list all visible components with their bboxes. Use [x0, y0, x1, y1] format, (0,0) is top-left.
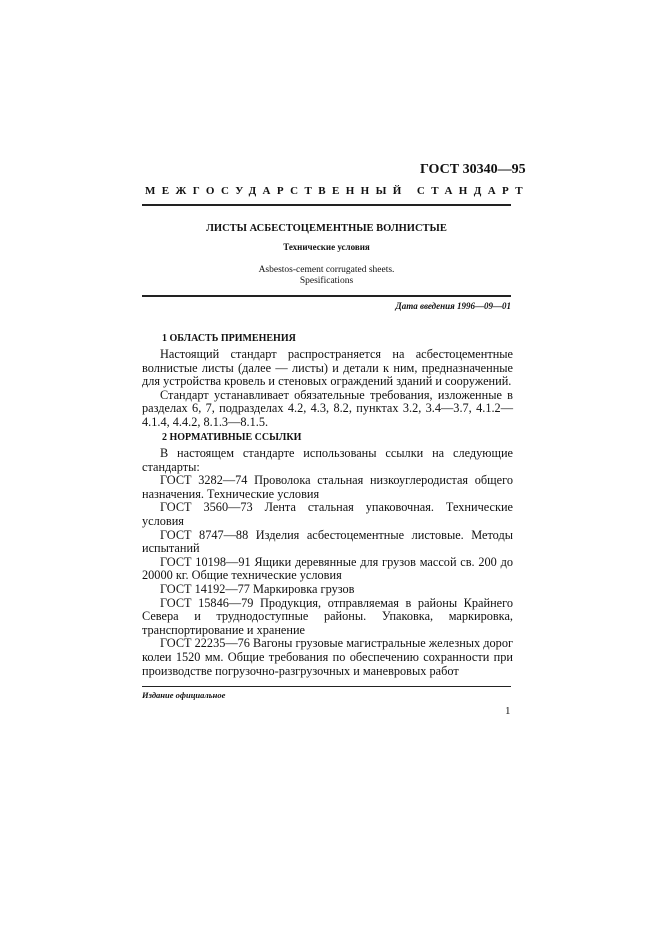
reference-item: ГОСТ 8747—88 Изделия асбестоцементные листовые. Методы испытаний [142, 527, 513, 556]
reference-item: ГОСТ 3282—74 Проволока стальная низкоуглеродистая общего назначения. Технические условия [142, 473, 513, 501]
standard-kind: МЕЖГОСУДАРСТВЕННЫЙ СТАНДАРТ [145, 185, 530, 197]
footer-rule [142, 686, 511, 687]
references-intro: В настоящем стандарте использованы ссылки на следующие стандарты: [142, 446, 513, 474]
english-title-line1: Asbestos-cement corrugated sheets. [258, 265, 395, 275]
reference-item: ГОСТ 22235—76 Вагоны грузовые магистральные железных дорог колеи 1520 мм. Общие требования по обеспечению сохранности при производстве погрузочно-разгрузочных и маневровых работ [142, 636, 514, 678]
page-number: 1 [505, 705, 511, 717]
edition-note: Издание официальное [142, 690, 226, 700]
document-subtitle: Технические условия [283, 242, 370, 252]
section1-paragraph: Настоящий стандарт распространяется на асбестоцементные волнистые листы (далее — листы) и детали к ним, предназначенные для устройства кровель и стеновых ограждений зданий и сооружений. [142, 347, 513, 389]
title-rule [142, 295, 511, 297]
reference-item: ГОСТ 14192—77 Маркировка грузов [160, 581, 355, 596]
document-number: ГОСТ 30340—95 [420, 162, 526, 177]
references-list [142, 447, 513, 678]
reference-item: ГОСТ 15846—79 Продукция, отправляемая в районы Крайнего Севера и труднодоступные районы. Упаковка, маркировка, транспортирование и хранение [142, 595, 513, 637]
document-title: ЛИСТЫ АСБЕСТОЦЕМЕНТНЫЕ ВОЛНИСТЫЕ [206, 223, 447, 234]
english-title [142, 265, 511, 287]
introduction-date: Дата введения 1996—09—01 [395, 301, 511, 311]
header-rule [142, 204, 511, 206]
section1-paragraph: Стандарт устанавливает обязательные требования, изложенные в разделах 6, 7, подразделах 4.2, 4.3, 8.2, пунктах 3.2, 3.4—3.7, 4.1.2—4.1.4, 4.4.2, 8.1.3—8.1.5. [142, 387, 513, 429]
reference-item: ГОСТ 3560—73 Лента стальная упаковочная. Технические условия [142, 500, 513, 528]
section2-heading: 2 НОРМАТИВНЫЕ ССЫЛКИ [162, 432, 302, 443]
english-title-line2: Spesifications [299, 276, 354, 286]
section1-heading: 1 ОБЛАСТЬ ПРИМЕНЕНИЯ [162, 333, 296, 344]
section1-body [142, 348, 513, 430]
reference-item: ГОСТ 10198—91 Ящики деревянные для грузов массой св. 200 до 20000 кг. Общие технические условия [142, 554, 513, 583]
